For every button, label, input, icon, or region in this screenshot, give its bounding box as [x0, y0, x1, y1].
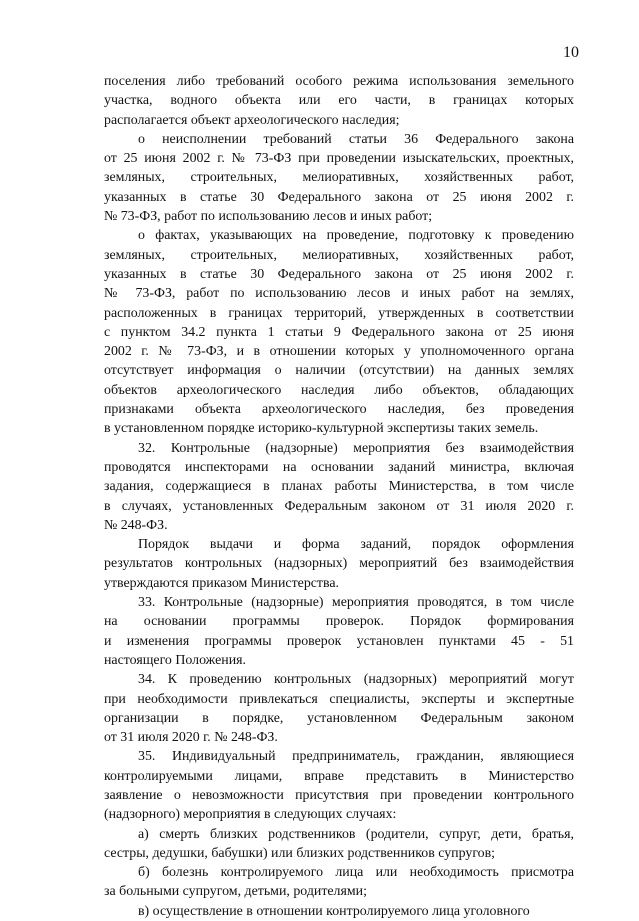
text-line: сестры, дедушки, бабушки) или близких родственников супругов;	[104, 845, 496, 861]
text-line: о фактах, указывающих на проведение, подготовку к проведению	[138, 228, 574, 244]
text-line: и изменения программы проверок установлен пунктами 45 - 51	[104, 633, 574, 649]
text-line: заявление о невозможности присутствия при проведении контрольного	[104, 787, 574, 803]
text-line: проводятся инспекторами на основании заданий министра, включая	[104, 459, 574, 475]
text-line: утверждаются приказом Министерства.	[104, 575, 340, 591]
text-line: в) осуществление в отношении контролируемого лица уголовного	[138, 903, 530, 919]
text-line: указанных в статье 30 Федерального закона от 25 июня 2002 г.	[104, 266, 574, 282]
text-line: за больными супругом, детьми, родителями;	[104, 884, 367, 900]
text-line: организации в порядке, установленном Федеральным законом	[104, 710, 574, 726]
text-line: в установленном порядке историко-культурной экспертизы таких земель.	[104, 421, 539, 437]
text-line: признаками объекта археологического наследия, без проведения	[104, 402, 574, 418]
text-line: земляных, строительных, мелиоративных, хозяйственных работ,	[104, 247, 574, 263]
text-line: указанных в статье 30 Федерального закона от 25 июня 2002 г.	[104, 189, 574, 205]
text-line: а) смерть близких родственников (родители, супруг, дети, братья,	[138, 826, 574, 842]
document-paragraphs	[104, 72, 574, 921]
text-line: в случаях, установленных Федеральным законом от 31 июля 2020 г.	[104, 498, 574, 514]
text-line: расположенных в границах территорий, утвержденных в соответствии	[104, 305, 574, 321]
text-line: располагается объект археологического наследия;	[104, 112, 400, 128]
text-line: 32. Контрольные (надзорные) мероприятия без взаимодействия	[138, 440, 574, 456]
text-line: № 248-ФЗ.	[104, 517, 168, 533]
text-line: на основании программы проверок. Порядок формирования	[104, 614, 574, 630]
text-line: настоящего Положения.	[104, 652, 246, 668]
text-line: задания, содержащиеся в планах работы Министерства, в том числе	[104, 479, 574, 495]
text-line: отсутствует информация о наличии (отсутствии) на данных землях	[104, 363, 574, 379]
text-line: от 31 июля 2020 г. № 248-ФЗ.	[104, 730, 278, 746]
text-line: с пунктом 34.2 пункта 1 статьи 9 Федерального закона от 25 июня	[104, 324, 574, 340]
text-line: 35. Индивидуальный предприниматель, гражданин, являющиеся	[138, 749, 574, 765]
text-line: Порядок выдачи и форма заданий, порядок оформления	[138, 537, 574, 553]
text-line: № 73-ФЗ, работ по использованию лесов и иных работ;	[104, 209, 433, 225]
page-number: 10	[563, 44, 579, 61]
document-body	[104, 72, 574, 921]
text-line: контролируемыми лицами, вправе представить в Министерство	[104, 768, 574, 784]
text-line: 33. Контрольные (надзорные) мероприятия проводятся, в том числе	[138, 595, 574, 611]
text-line: от 25 июня 2002 г. № 73-ФЗ при проведении изыскательских, проектных,	[104, 151, 574, 167]
text-line: б) болезнь контролируемого лица или необходимость присмотра	[138, 865, 574, 881]
text-line: при необходимости привлекаться специалисты, эксперты и экспертные	[104, 691, 574, 707]
text-line: земляных, строительных, мелиоративных, хозяйственных работ,	[104, 170, 574, 186]
text-line: о неисполнении требований статьи 36 Федерального закона	[138, 131, 574, 147]
text-line: поселения либо требований особого режима использования земельного	[104, 74, 574, 89]
text-line: результатов контрольных (надзорных) мероприятий без взаимодействия	[104, 556, 574, 572]
text-line: объектов археологического наследия либо объектов, обладающих	[104, 382, 574, 398]
text-line: (надзорного) мероприятия в следующих случаях:	[104, 807, 397, 823]
text-line: 34. К проведению контрольных (надзорных) мероприятий могут	[138, 672, 574, 688]
text-line: 2002 г. № 73-ФЗ, и в отношении которых у уполномоченного органа	[104, 344, 574, 360]
text-line: № 73-ФЗ, работ по использованию лесов и иных работ на землях,	[104, 286, 574, 302]
text-line: участка, водного объекта или его части, в границах которых	[104, 93, 574, 109]
